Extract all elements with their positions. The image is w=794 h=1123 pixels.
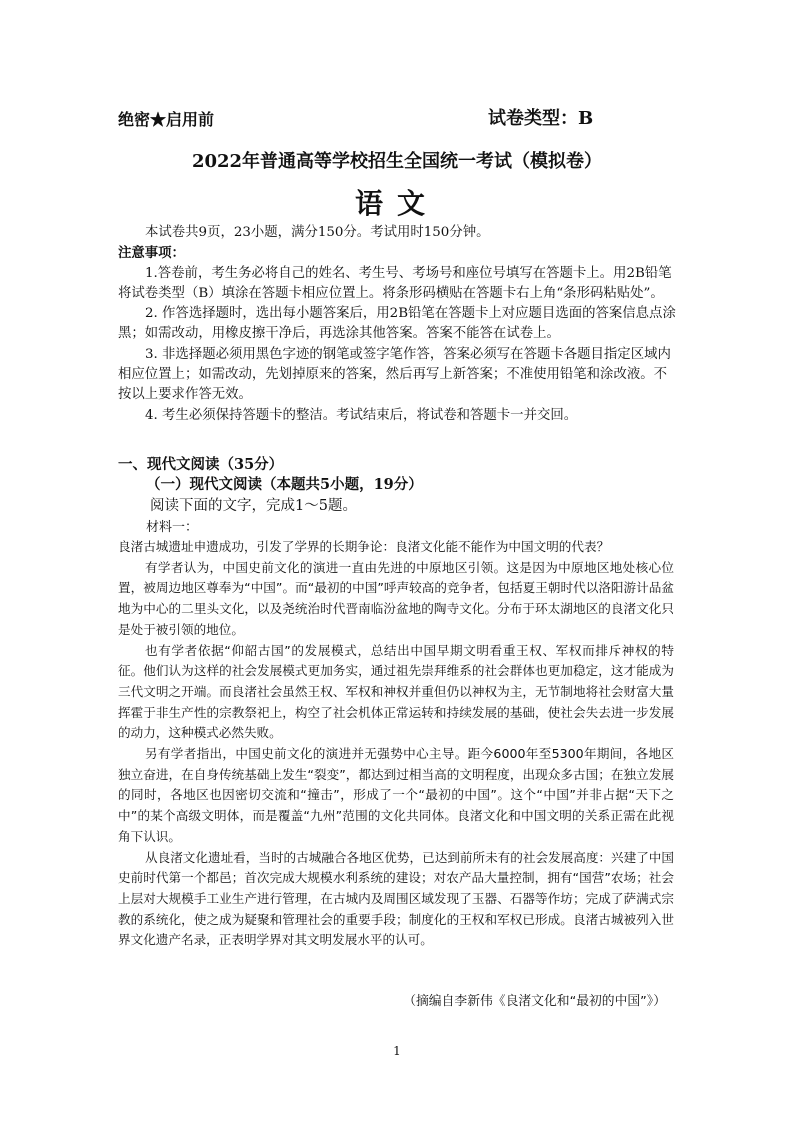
article-paragraph: 也有学者依据“仰韶古国”的发展模式，总结出中国早期文明看重王权、军权而排斥神权的特征。他们认为这样的社会发展模式更加务实，通过祖先崇拜维系的社会群体也更加稳定，这才能成为三代文明之开端。而良渚社会虽然王权、军权和神权并重但仍以神权为主，无节制地将社会财富大量挥霍于非生产性的宗教祭祀上，构空了社会机体正常运转和持续发展的基础，使社会失去进一步发展的动力，这种模式必然失败。 — [118, 642, 674, 741]
note-item: 4. 考生必须保持答题卡的整洁。考试结束后，将试卷和答题卡一并交回。 — [145, 407, 578, 423]
reading-prompt: 阅读下面的文字，完成1～5题。 — [150, 498, 357, 514]
confidential-mark: 绝密★启用前 — [118, 110, 215, 129]
section-heading: 一、现代文阅读（35分） — [118, 456, 284, 473]
exam-intro: 本试卷共9页，23小题，满分150分。考试用时150分钟。 — [145, 225, 490, 240]
exam-title: 2022年普通高等学校招生全国统一考试（模拟卷） — [191, 151, 603, 172]
notes-heading: 注意事项： — [118, 245, 185, 262]
source-citation: （摘编自李新伟《良渚文化和“最初的中国”》） — [403, 994, 666, 1009]
page-number: 1 — [393, 1044, 401, 1058]
article-paragraph: 从良渚文化遗址看，当时的古城融合各地区优势，已达到前所未有的社会发展高度：兴建了中国史前时代第一个都邑；首次完成大规模水利系统的建设；对农产品大量控制，拥有“国营”农场；社会上层对大规模手工业生产进行管理，在古城内及周围区域发现了玉器、石器等作坊；完成了萨满式宗教的系统化，使之成为疑聚和管理社会的重要手段；制度化的王权和军权已形成。良渚古城被列入世界文化遗产名录，正表明学界对其文明发展水平的认可。 — [118, 849, 674, 948]
subject-title: 语文 — [354, 187, 439, 220]
article-paragraph: 良渚古城遗址申遗成功，引发了学界的长期争论：良渚文化能不能作为中国文明的代表？ — [118, 539, 610, 554]
paper-type: 试卷类型：B — [488, 108, 594, 129]
note-item: 1.答卷前，考生务必将自己的姓名、考生号、考场号和座位号填写在答题卡上。用2B铅笔将试卷类型（B）填涂在答题卡相应位置上。将条形码横贴在答题卡右上角“条形码粘贴处”。 — [118, 265, 672, 301]
article-body — [118, 537, 674, 951]
article-paragraph: 有学者认为，中国史前文化的演进一直由先进的中原地区引领。这是因为中原地区地处核心位置，被周边地区尊奉为“中国”。而“最初的中国”呼声较高的竞争者，包括夏王朝时代以洛阳游计品盆地为中心的二里头文化，以及尧统治时代晋南临汾盆地的陶寺文化。分布于环太湖地区的良渚文化只是处于被引领的地位。 — [118, 559, 674, 637]
article-paragraph: 另有学者指出，中国史前文化的演进并无强势中心主导。距今6000年至5300年期间，各地区独立奋进，在自身传统基础上发生“裂变”，都达到过相当高的文明程度，出现众多古国；在独立发展的同时，各地区也因密切交流和“撞击”，形成了一个“最初的中国”。这个“中国”并非占据“天下之中”的某个高级文明体，而是覆盖“九州”范围的文化共同体。良渚文化和中国文明的关系正需在此视角下认识。 — [118, 746, 674, 844]
subsection-heading: （一）现代文阅读（本题共5小题，19分） — [146, 476, 423, 493]
note-item: 2. 作答选择题时，选出每小题答案后，用2B铅笔在答题卡上对应题目选面的答案信息点涂黑；如需改动，用橡皮擦干净后，再选涂其他答案。答案不能答在试卷上。 — [118, 306, 676, 342]
material-label: 材料一： — [146, 520, 199, 535]
instructions-block — [118, 223, 678, 426]
note-item: 3. 非选择题必须用黑色字迹的钢笔或签字笔作答，答案必须写在答题卡各题目指定区域内相应位置上；如需改动，先划掉原来的答案，然后再写上新答案；不准使用铅笔和涂改液。不按以上要求作答无效。 — [118, 346, 671, 403]
